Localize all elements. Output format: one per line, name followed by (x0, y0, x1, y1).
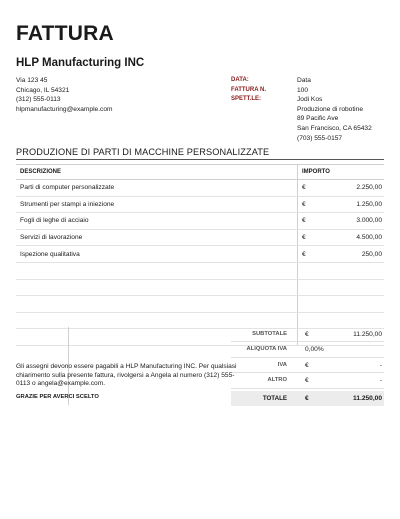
tax-label: IVA (277, 361, 287, 368)
address-email: hlpmanufacturing@example.com (16, 105, 113, 113)
table-row (16, 196, 384, 213)
other-label: ALTRO (267, 377, 287, 384)
invoice-meta-values (297, 76, 372, 143)
project-title: PRODUZIONE DI PARTI DI MACCHINE PERSONALIZZATE (16, 147, 270, 157)
item-currency: € (298, 196, 321, 213)
description-header: DESCRIZIONE (16, 165, 298, 180)
table-row (16, 229, 384, 246)
tax-currency: € (305, 361, 309, 369)
other-row (231, 373, 384, 388)
table-row (16, 296, 384, 313)
recipient-name: Jodi Kos (297, 96, 323, 104)
recipient-street: 89 Pacific Ave (297, 115, 339, 123)
address-phone: (312) 555-0113 (16, 96, 61, 104)
invoice-meta-labels (231, 76, 266, 105)
item-description: Parti di computer personalizzate (16, 180, 298, 197)
item-currency (298, 279, 321, 296)
table-row (16, 246, 384, 263)
item-description: Ispezione qualitativa (16, 246, 298, 263)
item-description (16, 262, 298, 279)
total-label: TOTALE (262, 394, 287, 402)
item-description (16, 279, 298, 296)
subtotal-row (231, 327, 384, 342)
date-label: DATA: (231, 77, 249, 83)
recipient-city: San Francisco, CA 65432 (297, 124, 372, 132)
line-items-table (16, 164, 384, 346)
item-currency (298, 296, 321, 313)
recipient-phone: (703) 555-0157 (297, 134, 343, 142)
amount-header: IMPORTO (298, 165, 385, 180)
tax-value: - (379, 361, 382, 369)
totals-block (231, 327, 384, 406)
item-amount (320, 279, 384, 296)
subtotal-label: SUBTOTALE (252, 331, 287, 337)
recipient-label: SPETT.LE: (231, 96, 262, 103)
item-amount: 2.250,00 (320, 180, 384, 197)
address-city: Chicago, IL 54321 (16, 86, 70, 94)
item-amount: 250,00 (320, 246, 384, 263)
invoice-number-value: 100 (297, 86, 309, 94)
address-street: Via 123 45 (16, 77, 48, 84)
item-amount: 3.000,00 (320, 213, 384, 230)
date-value: Data (297, 77, 311, 84)
project-divider (16, 159, 384, 160)
item-currency: € (298, 246, 321, 263)
tax-rate-row (231, 342, 384, 357)
table-header-row (16, 165, 384, 180)
item-amount: 1.250,00 (320, 196, 384, 213)
table-row (16, 213, 384, 230)
tax-rate-label: ALIQUOTA IVA (246, 346, 287, 353)
total-currency: € (305, 394, 309, 402)
table-row (16, 262, 384, 279)
subtotal-value: 11.250,00 (353, 331, 382, 338)
total-row (231, 391, 384, 406)
item-currency: € (298, 213, 321, 230)
item-currency: € (298, 229, 321, 246)
item-amount (320, 262, 384, 279)
tax-rate-value: 0,00% (305, 346, 324, 354)
other-currency: € (305, 377, 309, 385)
item-amount (320, 296, 384, 313)
tax-row (231, 358, 384, 373)
table-row (16, 279, 384, 296)
invoice-title: FATTURA (16, 22, 114, 45)
item-description (16, 296, 298, 313)
subtotal-currency: € (305, 331, 309, 338)
total-value: 11.250,00 (353, 394, 382, 402)
item-description: Fogli di leghe di acciaio (16, 213, 298, 230)
invoice-number-label: FATTURA N. (231, 86, 266, 93)
recipient-company: Produzione di robotine (297, 105, 363, 113)
item-description: Servizi di lavorazione (16, 229, 298, 246)
item-amount: 4.500,00 (320, 229, 384, 246)
other-value: - (379, 377, 382, 385)
company-address (16, 76, 113, 114)
item-currency (298, 262, 321, 279)
item-currency: € (298, 180, 321, 197)
table-row (16, 180, 384, 197)
payment-note: Gli assegni devono essere pagabili a HLP Manufacturing INC. Per qualsiasi chiarimento sulla presente fattura, rivolgersi a Angela al numero (312) 555-0113 o angela@example.com. (16, 363, 237, 388)
item-description: Strumenti per stampi a iniezione (16, 196, 298, 213)
company-name: HLP Manufacturing INC (16, 57, 145, 69)
thank-you-text: GRAZIE PER AVERCI SCELTO (16, 394, 99, 400)
